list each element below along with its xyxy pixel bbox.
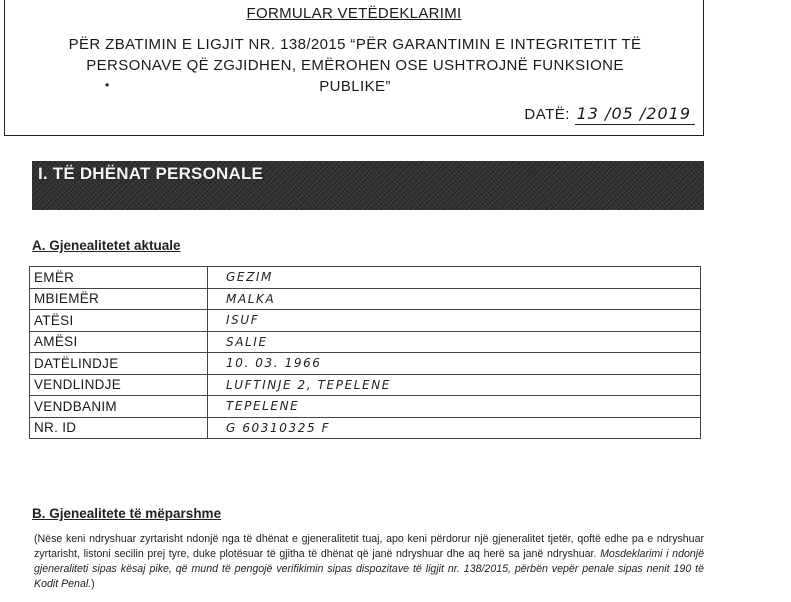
form-subtitle xyxy=(45,34,665,97)
section-b-note xyxy=(34,532,704,592)
subtitle-line-1: PËR ZBATIMIN E LIGJIT NR. 138/2015 “PËR GARANTIMIN E INTEGRITETIT TË xyxy=(68,36,642,53)
form-header-box xyxy=(4,0,704,136)
subtitle-line-3: PUBLIKE” xyxy=(319,78,391,95)
field-value: ISUF xyxy=(208,310,701,332)
field-label: MBIEMËR xyxy=(30,288,208,310)
table-row xyxy=(30,417,701,439)
date-row xyxy=(524,104,695,123)
field-label: NR. ID xyxy=(30,417,208,439)
table-row xyxy=(30,310,701,332)
field-value: GEZIM xyxy=(208,267,701,289)
field-value: MALKA xyxy=(208,288,701,310)
section-a-heading: A. Gjenealitetet aktuale xyxy=(32,238,181,253)
note-plain: (Nëse keni ndryshuar zyrtarisht ndonjë nga të dhënat e gjeneralitetit tuaj, apo keni përdorur një gjeneralitet tjetër, qoftë edhe pa e ndryshuar zyrtarisht, listoni secilin prej tyre, duke plotësuar të gjitha të dhënat që janë ndryshuar dhe aq herë sa janë ndryshuar. xyxy=(34,533,704,560)
field-value: 10. 03. 1966 xyxy=(208,353,701,375)
table-row xyxy=(30,331,701,353)
personal-data-table xyxy=(29,266,701,439)
table-row xyxy=(30,353,701,375)
field-value: LUFTINJE 2, TEPELENE xyxy=(208,374,701,396)
section-b-heading: B. Gjenealitete të mëparshme xyxy=(32,506,222,521)
note-italic: Mosdeklarimi i ndonjë gjeneraliteti sipas kësaj pike, që mund të pengojë verifikimin sipas dispozitave të ligjit nr. 138/2015, përbën vepër penale sipas nenit 190 të Kodit Penal. xyxy=(34,548,704,590)
field-value: SALIE xyxy=(208,331,701,353)
field-label: DATËLINDJE xyxy=(30,353,208,375)
bullet-mark: • xyxy=(105,78,110,92)
date-label: DATË: xyxy=(524,106,570,123)
section-title: I. TË DHËNAT PERSONALE xyxy=(38,164,264,183)
note-end: ) xyxy=(91,578,95,590)
table-row xyxy=(30,288,701,310)
date-value: 13 /05 /2019 xyxy=(575,104,695,125)
table-row xyxy=(30,374,701,396)
field-value: TEPELENE xyxy=(208,396,701,418)
field-label: AMËSI xyxy=(30,331,208,353)
section-header-bar xyxy=(32,161,704,210)
table-row xyxy=(30,267,701,289)
field-value: G 60310325 F xyxy=(208,417,701,439)
field-label: ATËSI xyxy=(30,310,208,332)
form-title: FORMULAR VETËDEKLARIMI xyxy=(246,5,462,22)
field-label: VENDLINDJE xyxy=(30,374,208,396)
subtitle-line-2: PERSONAVE QË ZGJIDHEN, EMËROHEN OSE USHTROJNË FUNKSIONE xyxy=(86,57,624,74)
field-label: VENDBANIM xyxy=(30,396,208,418)
field-label: EMËR xyxy=(30,267,208,289)
table-row xyxy=(30,396,701,418)
